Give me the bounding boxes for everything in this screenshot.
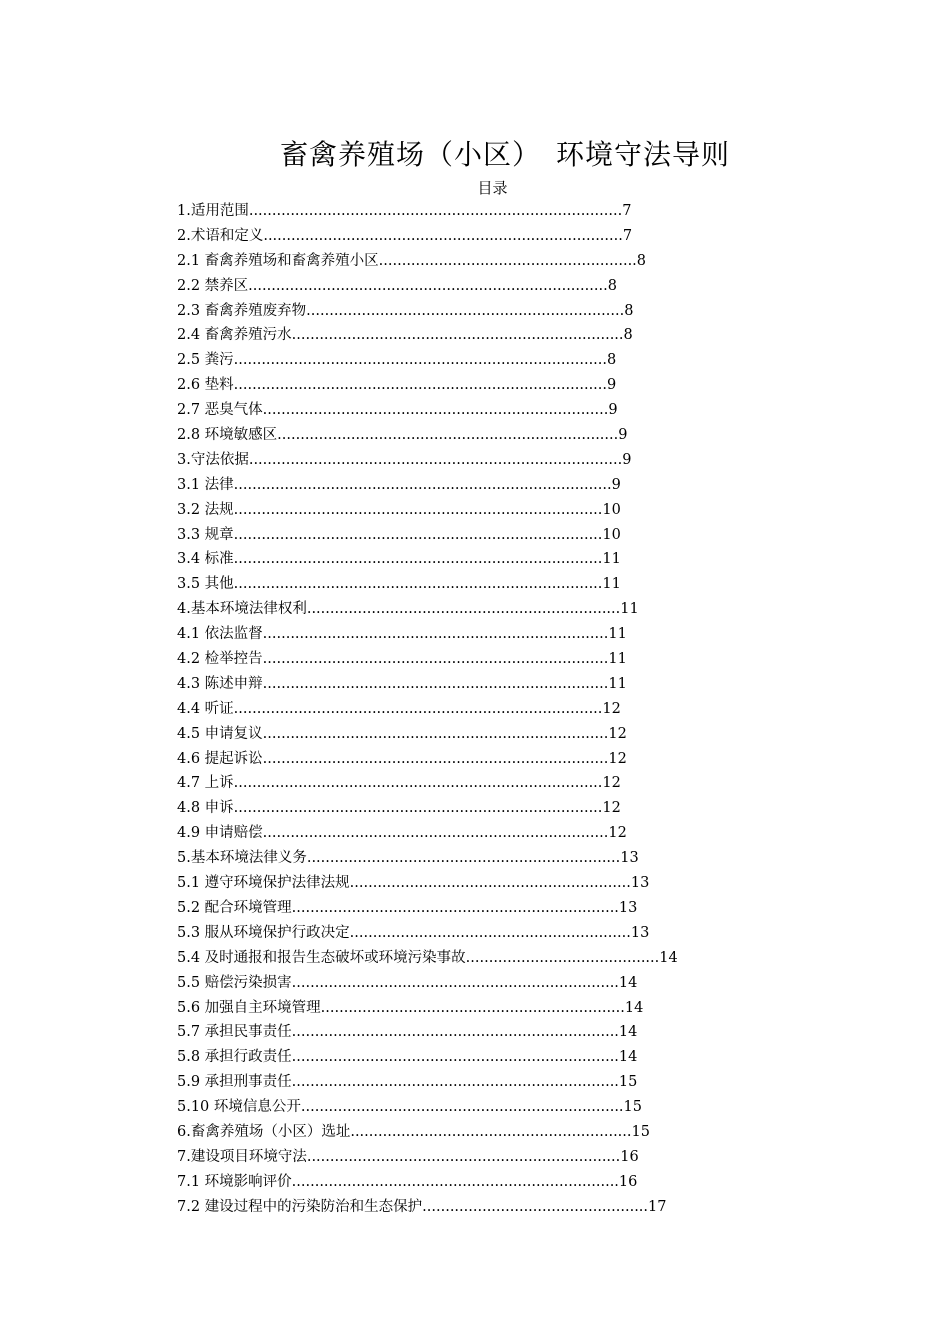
toc-page-number: 8 xyxy=(636,252,647,269)
toc-entry[interactable] xyxy=(177,1020,678,1045)
toc-leader-dots: ................................................................................. xyxy=(248,451,623,468)
toc-leader-dots: ............................................................. xyxy=(349,924,631,941)
toc-leader-dots: ........................................................................... xyxy=(262,626,609,643)
toc-entry[interactable] xyxy=(177,647,678,672)
toc-entry[interactable] xyxy=(177,871,678,896)
toc-page-number: 11 xyxy=(602,576,621,593)
toc-entry[interactable] xyxy=(177,498,678,523)
toc-page-number: 11 xyxy=(602,551,621,568)
toc-entry[interactable] xyxy=(177,274,678,299)
toc-entry[interactable] xyxy=(177,572,678,597)
toc-entry[interactable] xyxy=(177,249,678,274)
toc-heading: 目录 xyxy=(477,179,508,197)
toc-entry[interactable] xyxy=(177,821,678,846)
toc-entry[interactable] xyxy=(177,323,678,348)
toc-page-number: 11 xyxy=(608,626,627,643)
toc-page-number: 9 xyxy=(618,427,628,444)
toc-leader-dots: ..................................................................... xyxy=(306,302,625,319)
toc-leader-dots: .......................................................................... xyxy=(277,427,619,444)
toc-page-number: 8 xyxy=(607,277,617,294)
toc-leader-dots: ................................................................................ xyxy=(233,551,603,568)
toc-entry[interactable] xyxy=(177,921,678,946)
toc-entry-title: 5.4 及时通报和报告生态破坏或环境污染事故 xyxy=(177,949,466,966)
toc-entry-title: 1.适用范围 xyxy=(177,203,249,219)
toc-entry[interactable] xyxy=(177,523,678,548)
toc-page-number: 14 xyxy=(618,974,638,991)
toc-page-number: 14 xyxy=(624,999,644,1016)
toc-entry-title: 2.术语和定义 xyxy=(177,227,264,244)
toc-entry[interactable] xyxy=(177,448,678,473)
toc-entry[interactable] xyxy=(177,299,678,324)
toc-leader-dots: ........................................................................... xyxy=(262,402,609,419)
toc-leader-dots: ................................................................................. xyxy=(233,377,608,394)
toc-page-number: 12 xyxy=(602,700,621,717)
toc-leader-dots: ........................................................................... xyxy=(262,750,609,767)
toc-page-number: 8 xyxy=(624,302,634,319)
toc-page-number: 14 xyxy=(618,1049,638,1066)
toc-entry[interactable] xyxy=(177,1195,678,1220)
toc-entry-title: 2.4 畜禽养殖污水 xyxy=(177,327,292,344)
toc-page-number: 9 xyxy=(611,476,621,493)
toc-leader-dots: .................................................................... xyxy=(306,601,621,618)
toc-leader-dots: ....................................................................... xyxy=(291,974,619,991)
toc-entry-title: 2.3 畜禽养殖废弃物 xyxy=(177,302,307,319)
toc-leader-dots: ................................................................................ xyxy=(233,576,603,593)
toc-entry[interactable] xyxy=(177,1095,678,1120)
toc-leader-dots: .................................................................... xyxy=(306,850,621,867)
toc-leader-dots: ...................................................................... xyxy=(300,1099,624,1116)
toc-entry[interactable] xyxy=(177,697,678,722)
toc-leader-dots: ................................................. xyxy=(422,1198,649,1215)
toc-page-number: 9 xyxy=(622,451,632,468)
toc-page-number: 17 xyxy=(648,1198,667,1215)
toc-entry[interactable] xyxy=(177,946,678,971)
toc-entry-title: 4.8 申诉 xyxy=(177,800,234,817)
toc-entry-title: 4.9 申请赔偿 xyxy=(177,825,263,842)
toc-entry-title: 3.2 法规 xyxy=(177,501,234,518)
toc-entry-title: 3.3 规章 xyxy=(177,526,234,543)
toc-page-number: 11 xyxy=(608,651,627,668)
toc-entry[interactable] xyxy=(177,473,678,498)
toc-page-number: 15 xyxy=(623,1099,642,1116)
toc-leader-dots: ................................................................................. xyxy=(233,352,608,369)
toc-entry-title: 4.7 上诉 xyxy=(177,775,234,792)
toc-entry-title: 2.5 粪污 xyxy=(177,352,234,369)
toc-entry[interactable] xyxy=(177,1170,678,1195)
toc-entry[interactable] xyxy=(177,199,678,224)
toc-page-number: 12 xyxy=(608,725,627,742)
toc-entry[interactable] xyxy=(177,1045,678,1070)
toc-entry[interactable] xyxy=(177,996,678,1021)
toc-leader-dots: .................................................................... xyxy=(306,1148,621,1165)
toc-page-number: 12 xyxy=(602,800,621,817)
toc-leader-dots: ............................................................. xyxy=(349,875,631,892)
toc-entry[interactable] xyxy=(177,672,678,697)
toc-entry-title: 7.1 环境影响评价 xyxy=(177,1173,292,1190)
toc-entry-title: 5.2 配合环境管理 xyxy=(177,899,292,916)
toc-page-number: 12 xyxy=(608,750,627,767)
toc-entry-title: 7.2 建设过程中的污染防治和生态保护 xyxy=(177,1198,423,1215)
toc-entry[interactable] xyxy=(177,547,678,572)
toc-entry-title: 4.4 听证 xyxy=(177,700,234,717)
toc-entry[interactable] xyxy=(177,771,678,796)
toc-leader-dots: ....................................................................... xyxy=(291,1024,619,1041)
toc-entry-title: 5.8 承担行政责任 xyxy=(177,1049,292,1066)
toc-leader-dots: ........................................................................ xyxy=(291,327,624,344)
toc-page-number: 7 xyxy=(622,227,633,244)
toc-leader-dots: ....................................................................... xyxy=(291,1049,619,1066)
toc-leader-dots: .............................................................................. xyxy=(263,227,623,244)
toc-leader-dots: ................................................................................ xyxy=(233,775,603,792)
toc-entry[interactable] xyxy=(177,971,678,996)
toc-entry[interactable] xyxy=(177,722,678,747)
toc-leader-dots: ....................................................................... xyxy=(291,1074,619,1091)
toc-entry-title: 4.6 提起诉讼 xyxy=(177,750,263,767)
toc-leader-dots: ........................................................................... xyxy=(262,825,609,842)
toc-leader-dots: ................................................................................ xyxy=(233,700,603,717)
toc-page-number: 15 xyxy=(631,1123,650,1140)
toc-entry[interactable] xyxy=(177,373,678,398)
toc-page-number: 11 xyxy=(608,675,627,692)
toc-entry[interactable] xyxy=(177,747,678,772)
toc-entry-title: 2.7 恶臭气体 xyxy=(177,402,263,419)
toc-entry-title: 4.5 申请复议 xyxy=(177,725,263,742)
toc-entry[interactable] xyxy=(177,796,678,821)
toc-entry-title: 4.基本环境法律权利 xyxy=(177,601,307,618)
document-title: 畜禽养殖场（小区） 环境守法导则 xyxy=(279,138,730,171)
toc-page-number: 13 xyxy=(630,924,650,941)
toc-leader-dots: .................................................................. xyxy=(320,999,625,1016)
toc-leader-dots: .............................................................................. xyxy=(248,277,608,294)
toc-page-number: 16 xyxy=(618,1173,638,1190)
toc-page-number: 10 xyxy=(602,501,621,518)
toc-entry[interactable] xyxy=(177,1120,678,1145)
toc-leader-dots: ................................................................................. xyxy=(248,203,623,219)
toc-page-number: 14 xyxy=(618,1024,638,1041)
toc-page-number: 9 xyxy=(607,377,617,394)
toc-entry[interactable] xyxy=(177,1070,678,1095)
toc-page-number: 13 xyxy=(620,850,639,867)
toc-entry-title: 4.2 检举控告 xyxy=(177,651,263,668)
toc-entry-title: 6.畜禽养殖场（小区）选址 xyxy=(177,1123,351,1140)
toc-entry[interactable] xyxy=(177,224,678,249)
toc-page-number: 14 xyxy=(659,949,678,966)
toc-entry[interactable] xyxy=(177,846,678,871)
toc-page-number: 9 xyxy=(608,402,618,419)
toc-page-number: 7 xyxy=(622,203,632,219)
toc-entry[interactable] xyxy=(177,597,678,622)
toc-entry[interactable] xyxy=(177,622,678,647)
toc-leader-dots: ........................................................................... xyxy=(262,675,609,692)
toc-entry-title: 5.3 服从环境保护行政决定 xyxy=(177,924,350,941)
toc-entry-title: 3.5 其他 xyxy=(177,576,234,593)
toc-page-number: 13 xyxy=(618,899,638,916)
toc-leader-dots: .................................................................................. xyxy=(233,476,612,493)
toc-entry-title: 3.守法依据 xyxy=(177,451,249,468)
toc-entry-title: 5.6 加强自主环境管理 xyxy=(177,999,321,1016)
toc-entry-title: 5.9 承担刑事责任 xyxy=(177,1074,292,1091)
toc-page-number: 10 xyxy=(602,526,621,543)
toc-entry-title: 2.2 禁养区 xyxy=(177,277,249,294)
toc-entry[interactable] xyxy=(177,896,678,921)
toc-page-number: 8 xyxy=(607,352,617,369)
toc-page-number: 16 xyxy=(620,1148,639,1165)
toc-entry[interactable] xyxy=(177,1145,678,1170)
toc-leader-dots: ................................................................................ xyxy=(233,800,603,817)
toc-entry-title: 4.3 陈述申辩 xyxy=(177,675,263,692)
toc-leader-dots: ....................................................................... xyxy=(291,899,619,916)
toc-leader-dots: ........................................................ xyxy=(378,252,637,269)
toc-leader-dots: ................................................................................ xyxy=(233,501,603,518)
toc-page-number: 11 xyxy=(620,601,639,618)
toc-entry-title: 2.6 垫料 xyxy=(177,377,234,394)
toc-leader-dots: ................................................................................ xyxy=(233,526,603,543)
toc-leader-dots: ........................................................................... xyxy=(262,651,609,668)
toc-leader-dots: ........................................................................... xyxy=(262,725,609,742)
toc-page-number: 12 xyxy=(602,775,621,792)
toc-page-number: 8 xyxy=(623,327,633,344)
toc-entry-title: 5.7 承担民事责任 xyxy=(177,1024,292,1041)
toc-leader-dots: .......................................... xyxy=(465,949,660,966)
toc-entry-title: 5.5 赔偿污染损害 xyxy=(177,974,292,991)
toc-page-number: 12 xyxy=(608,825,627,842)
toc-entry[interactable] xyxy=(177,423,678,448)
toc-entry-title: 5.基本环境法律义务 xyxy=(177,850,307,867)
toc-entry-title: 5.10 环境信息公开 xyxy=(177,1099,301,1116)
toc-entry-title: 7.建设项目环境守法 xyxy=(177,1148,307,1165)
toc-entry-title: 2.1 畜禽养殖场和畜禽养殖小区 xyxy=(177,252,379,269)
toc-page-number: 13 xyxy=(630,875,650,892)
table-of-contents xyxy=(177,199,678,1220)
toc-page-number: 15 xyxy=(618,1074,638,1091)
toc-leader-dots: ............................................................. xyxy=(350,1123,632,1140)
toc-entry-title: 3.1 法律 xyxy=(177,476,234,493)
toc-entry[interactable] xyxy=(177,398,678,423)
toc-entry-title: 3.4 标准 xyxy=(177,551,234,568)
toc-entry-title: 2.8 环境敏感区 xyxy=(177,427,278,444)
toc-entry-title: 4.1 依法监督 xyxy=(177,626,263,643)
toc-entry-title: 5.1 遵守环境保护法律法规 xyxy=(177,875,350,892)
toc-entry[interactable] xyxy=(177,348,678,373)
toc-leader-dots: ....................................................................... xyxy=(291,1173,619,1190)
